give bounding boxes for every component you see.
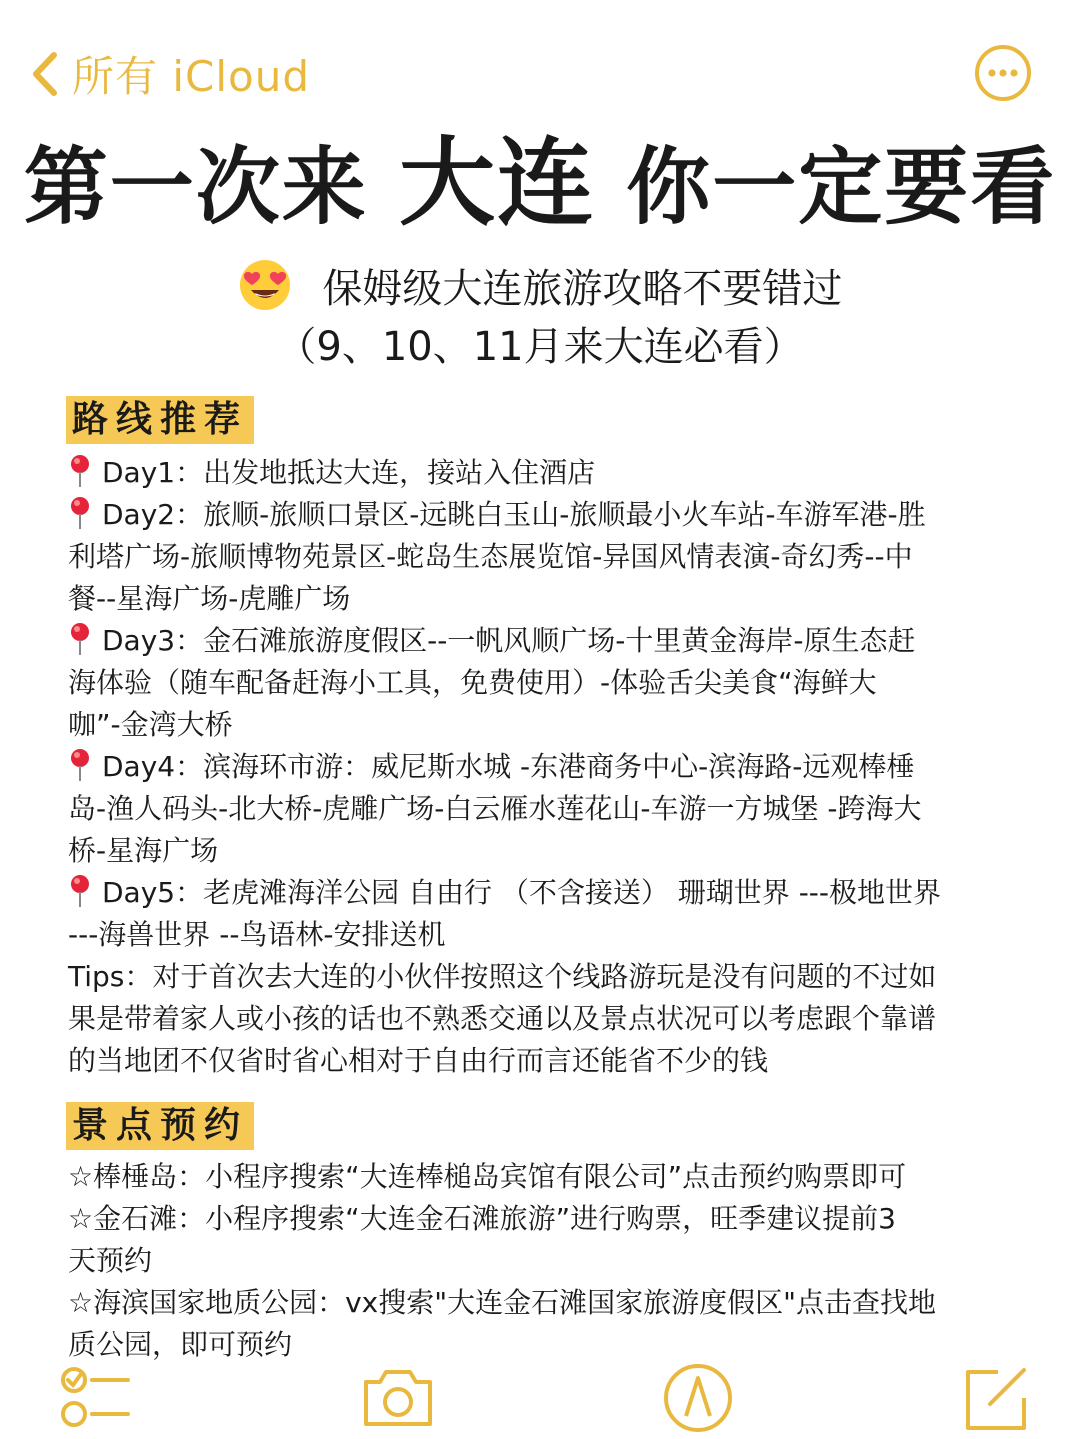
compose-icon bbox=[958, 1358, 1034, 1434]
route-line: Day4：滨海环市游：威尼斯水城 -东港商务中心-滨海路-远观棒棰 bbox=[68, 746, 1038, 788]
route-content bbox=[68, 452, 1038, 1082]
booking-line: 天预约 bbox=[68, 1244, 153, 1277]
compose-button[interactable] bbox=[958, 1358, 1034, 1434]
pushpin-icon bbox=[68, 748, 92, 782]
markup-pen-icon bbox=[660, 1358, 736, 1434]
back-button-label: 所有 iCloud bbox=[72, 52, 310, 101]
route-line: 桥-星海广场 bbox=[68, 834, 219, 867]
tips-line: 果是带着家人或小孩的话也不熟悉交通以及景点状况可以考虑跟个靠谱 bbox=[68, 1002, 937, 1035]
chevron-left-icon bbox=[28, 49, 62, 99]
markup-button[interactable] bbox=[660, 1358, 736, 1434]
pushpin-icon bbox=[68, 454, 92, 488]
pushpin-icon bbox=[68, 622, 92, 656]
notes-top-bar bbox=[0, 0, 1080, 130]
camera-icon bbox=[360, 1358, 436, 1434]
note-subtitle bbox=[0, 258, 1080, 318]
route-line: 海体验（随车配备赶海小工具，免费使用）-体验舌尖美食“海鲜大 bbox=[68, 666, 877, 699]
booking-line: ☆金石滩：小程序搜索“大连金石滩旅游”进行购票，旺季建议提前3 bbox=[68, 1202, 896, 1235]
route-line: Day2：旅顺-旅顺口景区-远眺白玉山-旅顺最小火车站-车游军港-胜 bbox=[68, 494, 1038, 536]
route-line: ---海兽世界 --鸟语林-安排送机 bbox=[68, 918, 446, 951]
tips-line: Tips：对于首次去大连的小伙伴按照这个线路游玩是没有问题的不过如 bbox=[68, 960, 937, 993]
subtitle-line-1: 保姆级大连旅游攻略不要错过 bbox=[322, 266, 843, 312]
section-heading-route: 路线推荐 bbox=[66, 396, 254, 444]
route-line: 岛-渔人码头-北大桥-虎雕广场-白云雁水莲花山-车游一方城堡 -跨海大 bbox=[68, 792, 922, 825]
booking-content bbox=[68, 1156, 1038, 1366]
pushpin-icon bbox=[68, 874, 92, 908]
route-line: Day1：出发地抵达大连，接站入住酒店 bbox=[68, 452, 1038, 494]
camera-button[interactable] bbox=[360, 1358, 436, 1434]
title-part-1: 第一次来 bbox=[23, 138, 368, 236]
note-title bbox=[0, 128, 1080, 242]
more-options-button[interactable] bbox=[974, 44, 1032, 102]
checklist-icon bbox=[58, 1358, 134, 1434]
booking-line: ☆海滨国家地质公园：vx搜索"大连金石滩国家旅游度假区"点击查找地 bbox=[68, 1286, 937, 1319]
title-part-3: 你一定要看 bbox=[626, 138, 1057, 236]
title-part-2: 大连 bbox=[399, 127, 595, 239]
route-line: Day3：金石滩旅游度假区--一帆风顺广场-十里黄金海岸-原生态赶 bbox=[68, 620, 1038, 662]
booking-line: ☆棒棰岛：小程序搜索“大连棒槌岛宾馆有限公司”点击预约购票即可 bbox=[68, 1160, 907, 1193]
route-line: 利塔广场-旅顺博物苑景区-蛇岛生态展览馆-异国风情表演-奇幻秀--中 bbox=[68, 540, 913, 573]
bottom-toolbar bbox=[0, 1350, 1080, 1439]
subtitle-line-2: （9、10、11月来大连必看） bbox=[276, 324, 804, 370]
route-line: 咖”-金湾大桥 bbox=[68, 708, 233, 741]
route-line: Day5：老虎滩海洋公园 自由行 （不含接送） 珊瑚世界 ---极地世界 bbox=[68, 872, 1038, 914]
ellipsis-circle-icon bbox=[974, 44, 1032, 102]
pushpin-icon bbox=[68, 496, 92, 530]
section-heading-booking: 景点预约 bbox=[66, 1102, 254, 1150]
checklist-button[interactable] bbox=[58, 1358, 134, 1434]
tips-line: 的当地团不仅省时省心相对于自由行而言还能省不少的钱 bbox=[68, 1044, 769, 1077]
route-line: 餐--星海广场-虎雕广场 bbox=[68, 582, 351, 615]
back-button[interactable] bbox=[28, 44, 310, 104]
heart-eyes-emoji-icon bbox=[238, 258, 292, 312]
booking-line: 质公园，即可预约 bbox=[68, 1328, 293, 1361]
